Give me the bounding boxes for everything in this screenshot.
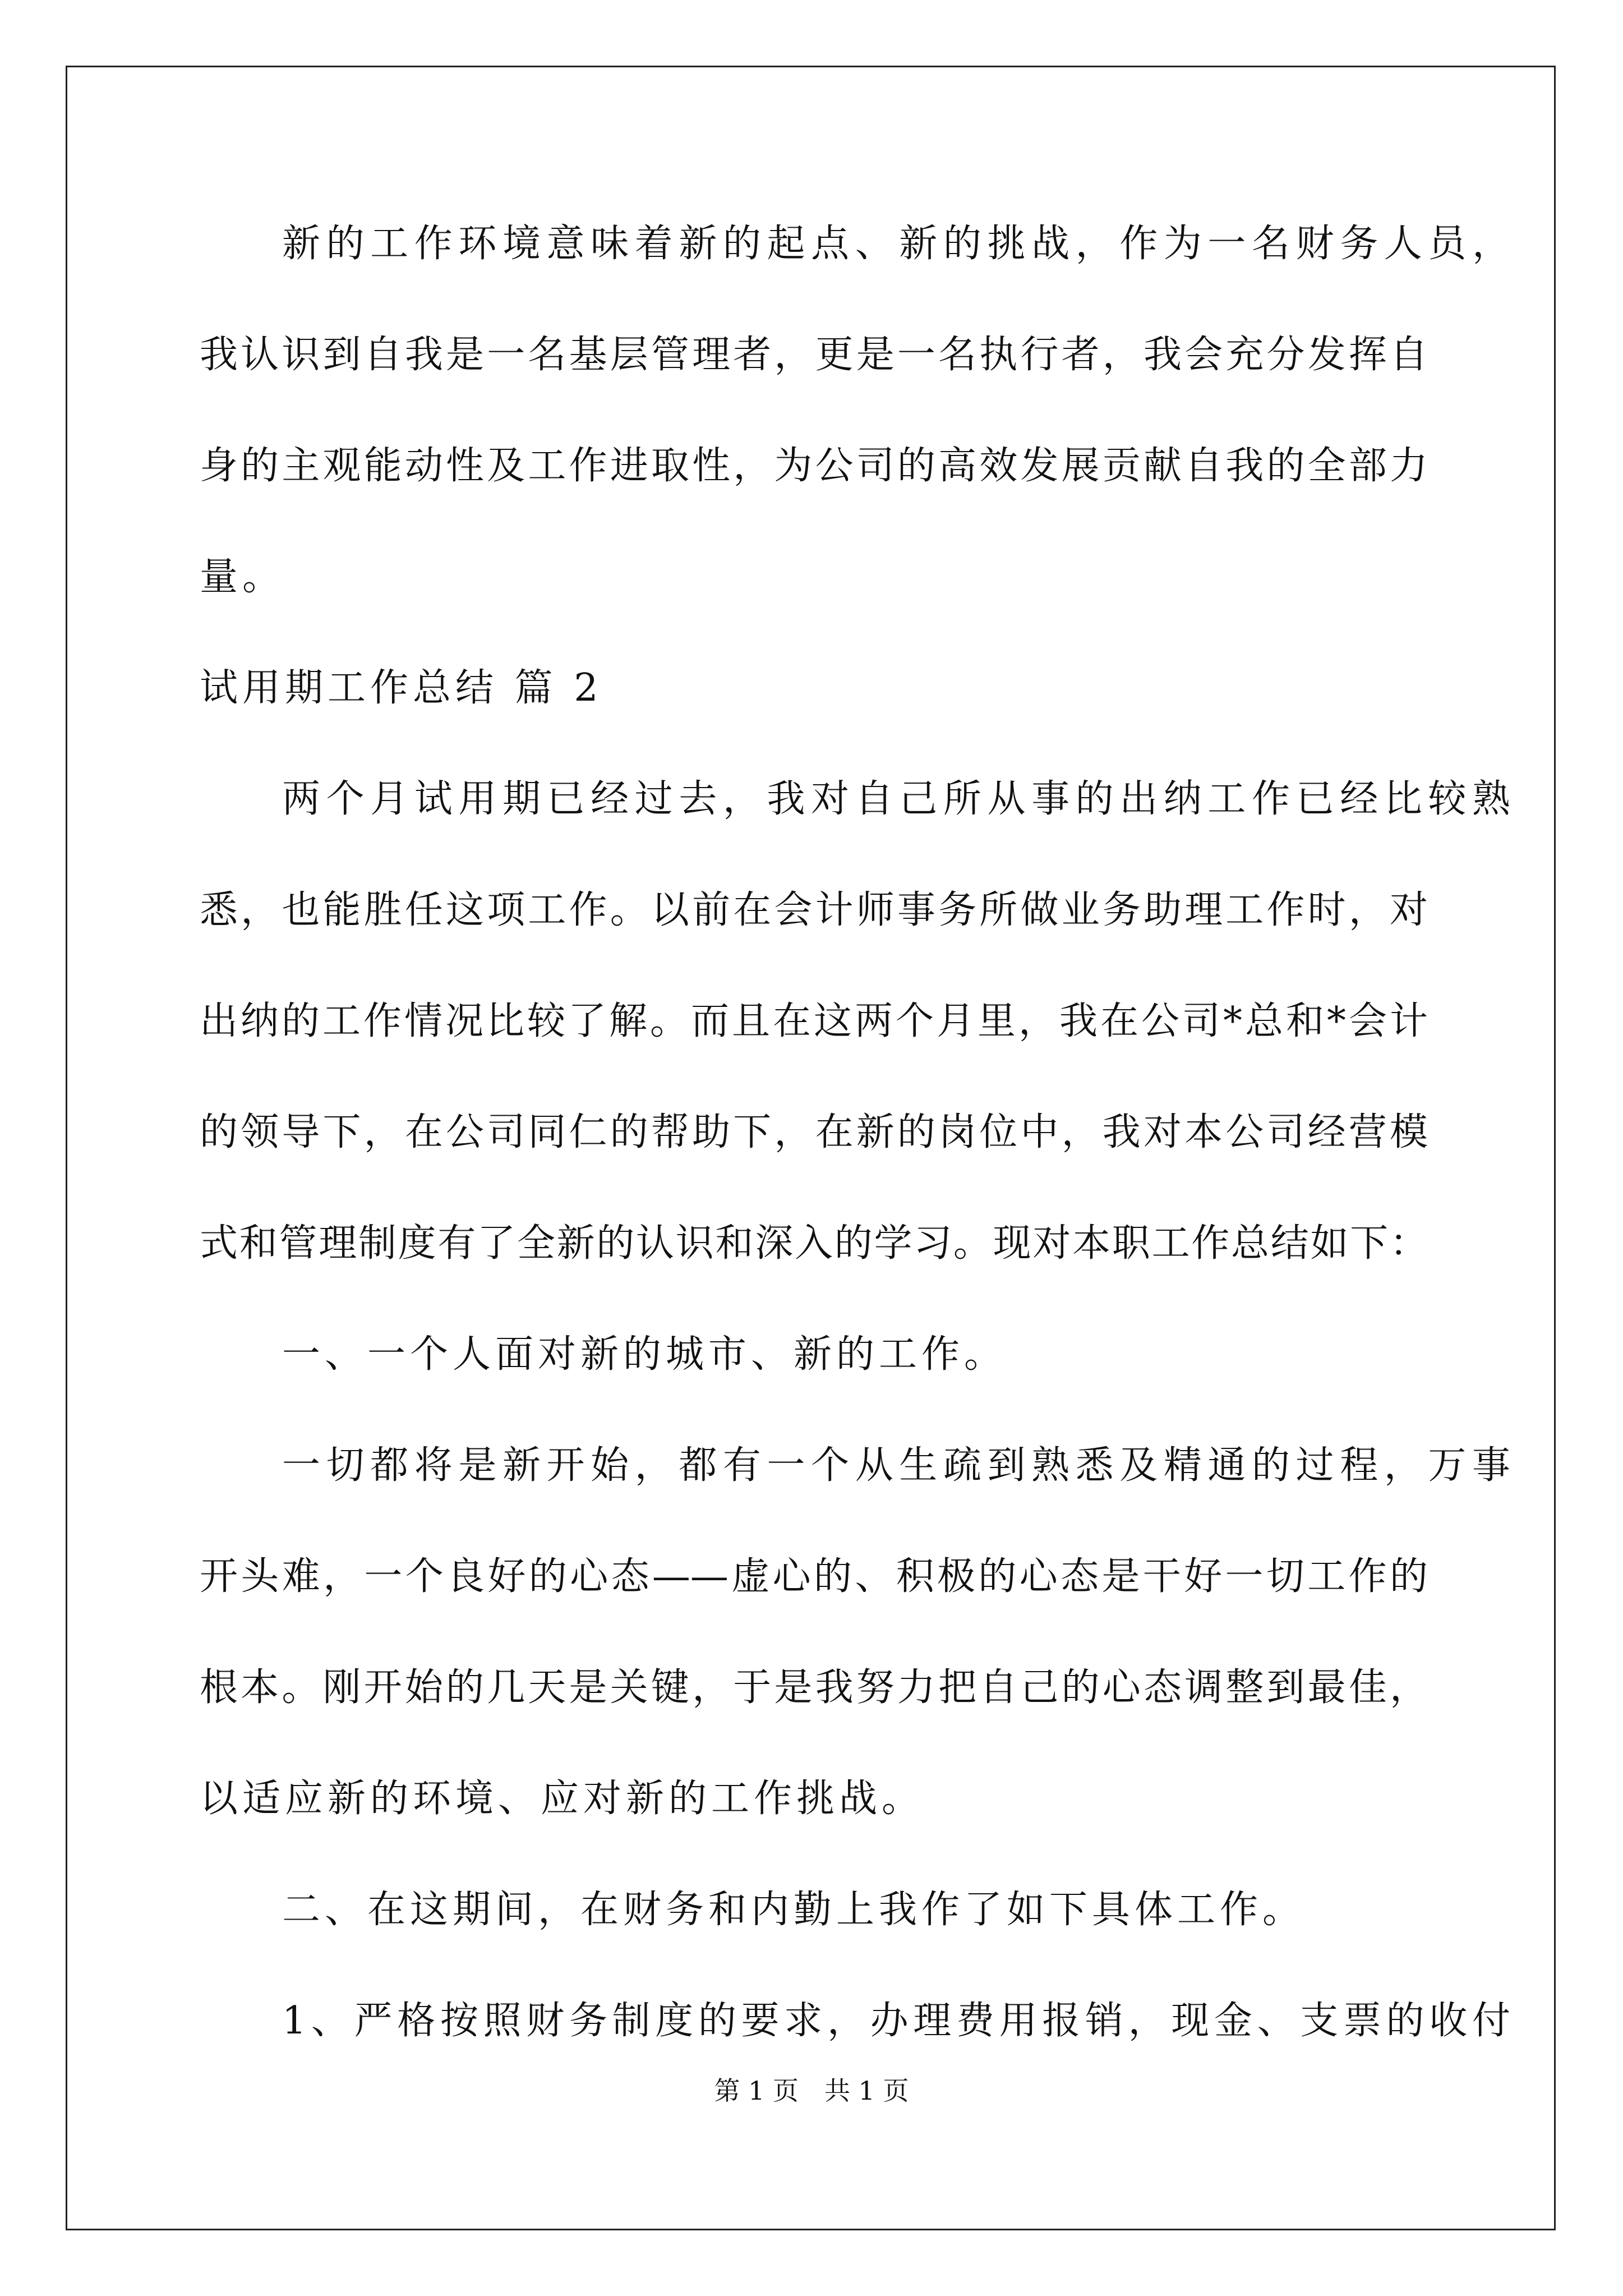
paragraph-line: 新的工作环境意味着新的起点、新的挑战，作为一名财务人员， [282,222,1510,266]
paragraph-line: 悉，也能胜任这项工作。以前在会计师事务所做业务助理工作时，对 [200,888,1428,932]
paragraph-line: 1、严格按照财务制度的要求，办理费用报销，现金、支票的收付 [282,1999,1510,2043]
paragraph-line: 以适应新的环境、应对新的工作挑战。 [200,1777,925,1821]
paragraph-line: 身的主观能动性及工作进取性，为公司的高效发展贡献自我的全部力 [200,444,1428,488]
paragraph-line: 的领导下，在公司同仁的帮助下，在新的岗位中，我对本公司经营模 [200,1110,1428,1154]
page-number-footer: 第 1 页 共 1 页 [714,2076,909,2106]
paragraph-line: 开头难，一个良好的心态——虚心的、积极的心态是干好一切工作的 [200,1554,1428,1599]
paragraph-line: 一切都将是新开始，都有一个从生疏到熟悉及精通的过程，万事 [282,1443,1510,1488]
paragraph-line: 出纳的工作情况比较了解。而且在这两个月里，我在公司*总和*会计 [200,999,1428,1043]
paragraph-line: 根本。刚开始的几天是关键，于是我努力把自己的心态调整到最佳， [200,1665,1428,1710]
paragraph-line: 量。 [200,555,285,599]
paragraph-line: 两个月试用期已经过去，我对自己所从事的出纳工作已经比较熟 [282,777,1510,821]
paragraph-line: 式和管理制度有了全新的认识和深入的学习。现对本职工作总结如下： [200,1221,1428,1266]
paragraph-line: 我认识到自我是一名基层管理者，更是一名执行者，我会充分发挥自 [200,333,1428,377]
section-heading: 试用期工作总结 篇 2 [200,666,603,710]
subheading-line: 一、一个人面对新的城市、新的工作。 [282,1332,1007,1377]
subheading-line: 二、在这期间，在财务和内勤上我作了如下具体工作。 [282,1888,1306,1932]
